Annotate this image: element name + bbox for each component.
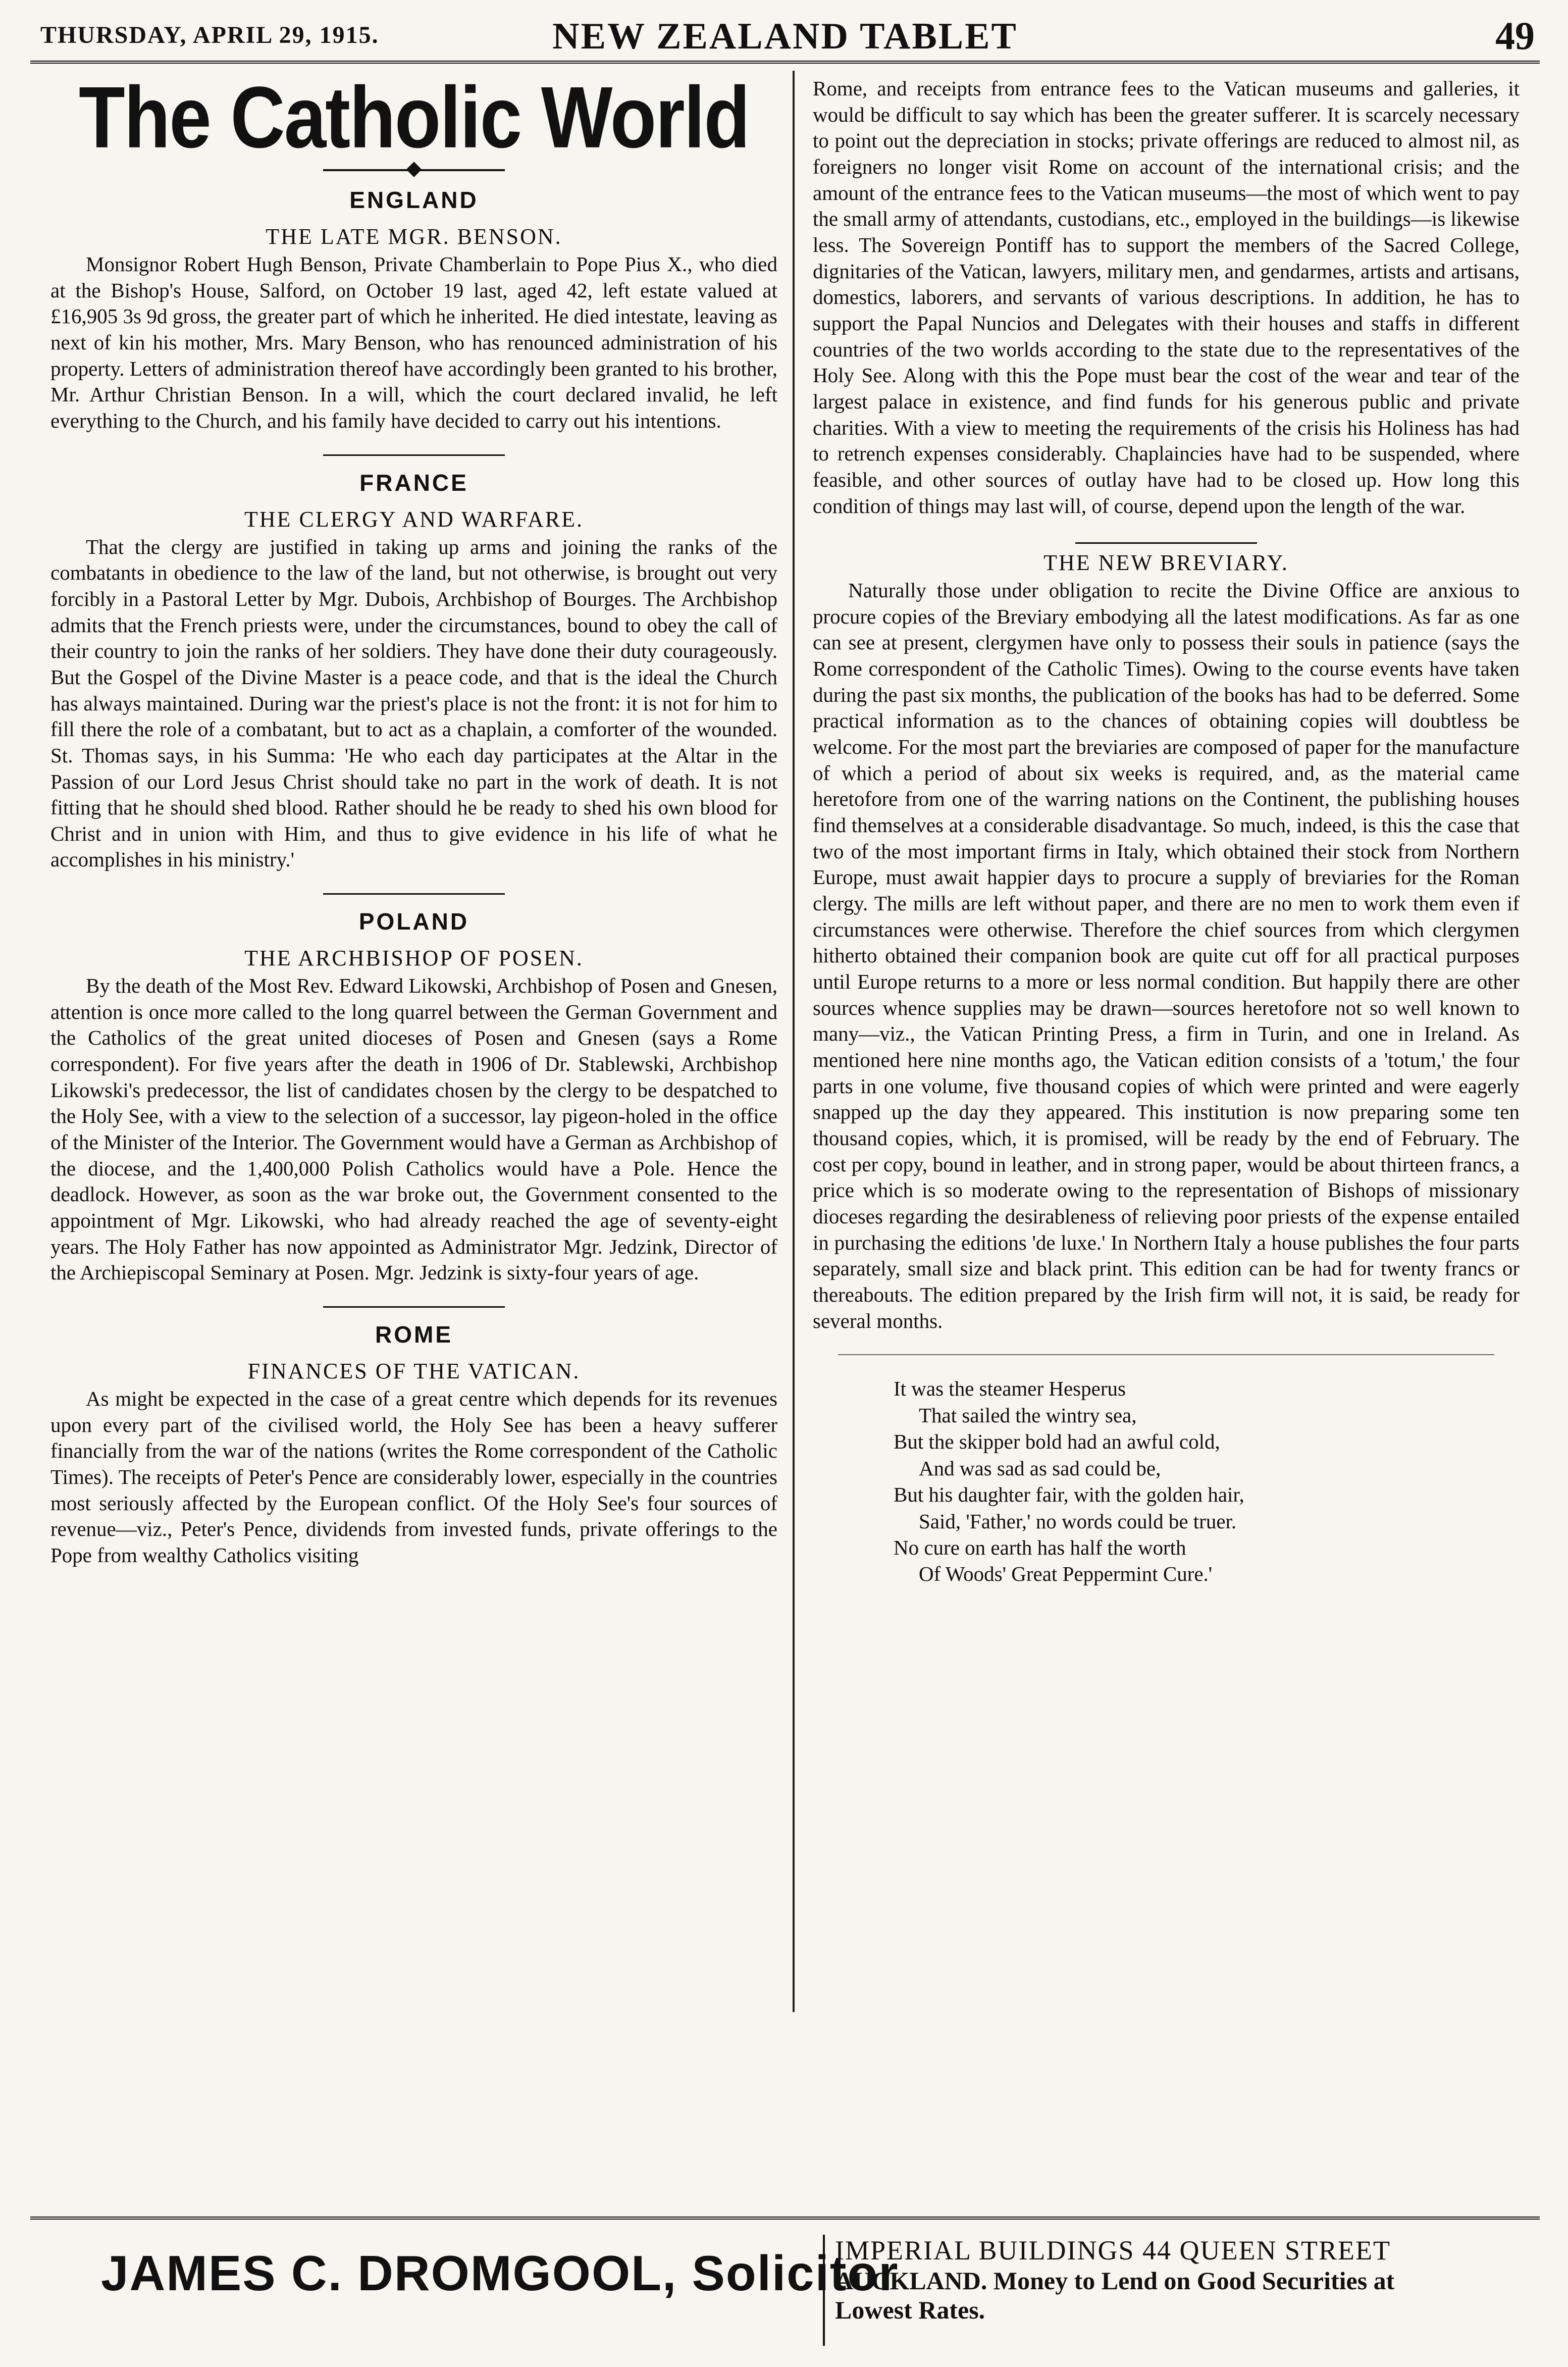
- advertiser-address: IMPERIAL BUILDINGS 44 QUEEN STREET: [835, 2235, 1391, 2266]
- section-rule: [323, 454, 505, 456]
- advertiser-name: JAMES C. DROMGOOL, Solicitor: [101, 2245, 899, 2301]
- headline-clergy-warfare: THE CLERGY AND WARFARE.: [244, 506, 584, 532]
- poem-line: No cure on earth has half the worth: [894, 1536, 1186, 1559]
- article-archbishop-posen: By the death of the Most Rev. Edward Likowski, Archbishop of Posen and Gnesen, attention is once more called to the long quarrel between the German Government and the Catholics of the great united dioceses of Posen and Gnesen (says a Rome correspondent). For five years after the death in 1906 of Dr. Stablewski, Archbishop Likowski's predecessor, the list of candidates chosen by the clergy to be despatched to the Holy See, with a view to the selection of a successor, lay pigeon-holed in the office of the Minister of the Interior. The Government would have a German as Archbishop of the diocese, and the 1,400,000 Polish Catholics would have a Pole. Hence the deadlock. However, as soon as the war broke out, the Government consented to the appointment of Mgr. Likowski, who had already reached the age of seventy-eight years. The Holy Father has now appointed as Administrator Mgr. Jedzink, Director of the Archiepiscopal Seminary at Posen. Mgr. Jedzink is sixty-four years of age.: [50, 974, 777, 1284]
- section-title-block: [50, 68, 777, 173]
- poem-line: Said, 'Father,' no words could be truer.: [919, 1509, 1237, 1533]
- article-vatican-finances-continued: Rome, and receipts from entrance fees to the Vatican museums and galleries, it would be difficult to say which has been the greater sufferer. It is scarcely necessary to point out the depreciation in stocks; private offerings are reduced to almost nil, as foreigners no longer visit Rome on account of the international crisis; and the amount of the entrance fees to the Vatican museums—the most of which went to pay the small army of attendants, custodians, etc., employed in the buildings—is likewise less. The Sovereign Pontiff has to support the members of the Sacred College, dignitaries of the Vatican, lawyers, military men, and gendarmes, artists and artisans, domestics, laborers, and servants of various descriptions. In addition, he has to support the Papal Nuncios and Delegates with their houses and staffs in different countries of the two worlds according to the state due to the representatives of the Holy See. Along with this the Pope must bear the cost of the wear and tear of the largest palace in existence, and find funds for his generous public and private charities. With a view to meeting the requirements of the crisis his Holiness has had to retrench expenses considerably. Chaplaincies have had to be suspended, where feasible, and other sources of outlay have had to be closed up. How long this condition of things may last will, of course, depend upon the length of the war.: [813, 77, 1520, 518]
- title-ornament: [323, 169, 505, 173]
- headline-vatican-finances: FINANCES OF THE VATICAN.: [247, 1359, 581, 1383]
- section-rule: [1075, 542, 1257, 544]
- poem-line: Of Woods' Great Peppermint Cure.': [919, 1562, 1213, 1586]
- advertiser-details: [823, 2235, 1542, 2346]
- headline-archbishop-posen: THE ARCHBISHOP OF POSEN.: [244, 946, 584, 971]
- headline-new-breviary: THE NEW BREVIARY.: [1043, 550, 1289, 576]
- poem-line: It was the steamer Hesperus: [894, 1377, 1126, 1401]
- page-number: 49: [1495, 14, 1535, 58]
- section-rule: [323, 1306, 505, 1308]
- footer-advertisement: [30, 2217, 1540, 2356]
- advert-poem: [894, 1375, 1520, 1587]
- advertiser-rates: Lowest Rates.: [835, 2296, 985, 2324]
- right-column: [813, 76, 1520, 1587]
- poem-rule: [838, 1354, 1494, 1355]
- article-new-breviary: Naturally those under obligation to recite the Divine Office are anxious to procure copies of the Breviary embodying all the latest modifications. As far as one can see at present, clergymen have only to possess their souls in patience (says the Rome correspondent of the Catholic Times). Owing to the course events have taken during the past six months, the publication of the books has had to be deferred. Some practical information as to the chances of obtaining copies will doubtless be welcome. For the most part the breviaries are composed of paper for the manufacture of which a period of about six weeks is required, and, as the material came heretofore from one of the warring nations on the Continent, the publishing houses find themselves at a considerable disadvantage. So much, indeed, is this the case that two of the most important firms in Italy, which obtained their stock from Northern Europe, must await happier days to procure a supply of breviaries for the Roman clergy. The mills are left without paper, and there are no men to work them even if circumstances were otherwise. Therefore the chief sources from which clergymen hitherto obtained their companion book are quite cut off for all practical purposes until Europe returns to a more or less normal condition. But happily there are other sources whence supplies may be drawn—sources heretofore not so well known to many—viz., the Vatican Printing Press, a firm in Turin, and one in Ireland. As mentioned here nine months ago, the Vatican edition consists of a 'totum,' the four parts in one volume, five thousand copies of which were printed and were eagerly snapped up the day they appeared. This institution is now preparing some ten thousand copies, which, it is promised, will be ready by the end of February. The cost per copy, bound in leather, and in strong paper, would be about thirteen francs, a price which is so moderate owing to the representation of Bishops of missionary dioceses regarding the desirableness of relieving poor priests of the expense entailed in purchasing the editions 'de luxe.' In Northern Italy a house publishes the four parts separately, small size and black print. This edition can be had for twenty francs or thereabouts. The edition prepared by the Irish firm will not, it is said, be ready for several months.: [813, 579, 1520, 1332]
- poem-line: But the skipper bold had an awful cold,: [894, 1430, 1220, 1454]
- article-benson: Monsignor Robert Hugh Benson, Private Chamberlain to Pope Pius X., who died at the Bishop's House, Salford, on October 19 last, aged 42, left estate valued at £16,905 3s 9d gross, the greater part of which he inherited. He died intestate, leaving as next of kin his mother, Mrs. Mary Benson, who has renounced administration of his property. Letters of administration thereof have accordingly been granted to his brother, Mr. Arthur Christian Benson. In a will, which the court declared invalid, he left everything to the Church, and his family have decided to carry out his intentions.: [50, 252, 777, 432]
- masthead: [30, 10, 1540, 64]
- headline-benson: THE LATE MGR. BENSON.: [266, 224, 562, 249]
- article-clergy-warfare: That the clergy are justified in taking up arms and joining the ranks of the combatants in obedience to the law of the land, but not otherwise, is brought out very forcibly in a Pastoral Letter by Mgr. Dubois, Archbishop of Bourges. The Archbishop admits that the French priests were, under the circumstances, bound to obey the call of their country to join the ranks of her soldiers. They have done their duty courageously. But the Gospel of the Divine Master is a peace code, and that is the ideal the Church has always maintained. During war the priest's place is not the front: it is not for him to fill there the role of a combatant, but to act as a chaplain, a comforter of the wounded. St. Thomas says, in his Summa: 'He who each day participates at the Altar in the Passion of our Lord Jesus Christ should take no part in the work of death. It is not fitting that he should shed blood. Rather should he be ready to shed his own blood for Christ and in union with Him, and thus to give evidence in his life of what he accomplishes in his ministry.': [50, 535, 777, 871]
- article-vatican-finances: As might be expected in the case of a great centre which depends for its revenues upon every part of the civilised world, the Holy See has been a heavy sufferer financially from the war of the nations (writes the Rome correspondent of the Catholic Times). The receipts of Peter's Pence are considerably lower, especially in the countries most seriously affected by the European conflict. Of the Holy See's four sources of revenue—viz., Peter's Pence, dividends from invested funds, private offerings to the Pope from wealthy Catholics visiting: [50, 1387, 777, 1567]
- issue-date: THURSDAY, APRIL 29, 1915.: [40, 22, 379, 48]
- country-heading-england: ENGLAND: [349, 187, 479, 213]
- country-heading-france: FRANCE: [359, 469, 468, 496]
- section-title: The Catholic World: [79, 68, 749, 166]
- advertiser-offer: AUCKLAND. Money to Lend on Good Securities at: [835, 2267, 1395, 2295]
- section-rule: [323, 893, 505, 895]
- left-column: [50, 68, 777, 1569]
- country-heading-poland: POLAND: [358, 908, 469, 935]
- country-heading-rome: ROME: [375, 1321, 453, 1348]
- column-divider: [793, 71, 795, 2012]
- poem-line: But his daughter fair, with the golden hair,: [894, 1483, 1244, 1507]
- paper-name: NEW ZEALAND TABLET: [552, 16, 1018, 57]
- poem-line: And was sad as sad could be,: [919, 1456, 1161, 1480]
- poem-line: That sailed the wintry sea,: [919, 1403, 1137, 1427]
